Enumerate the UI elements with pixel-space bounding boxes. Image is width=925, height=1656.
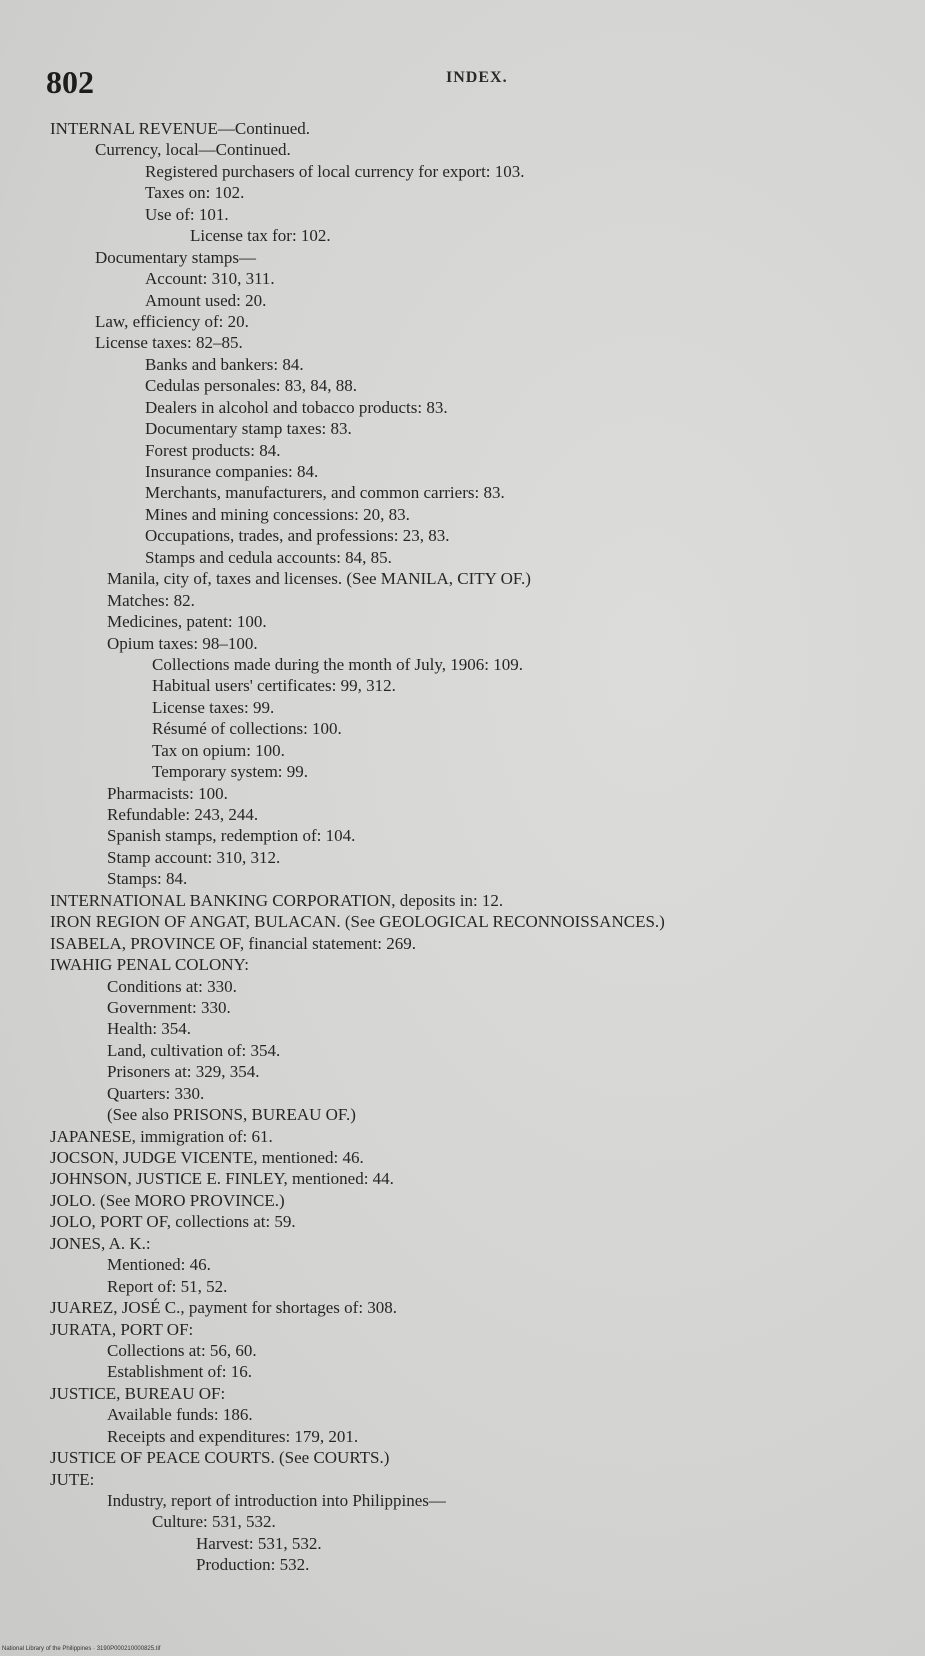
index-entry: Temporary system: 99. [152,762,309,782]
index-entry: JUSTICE OF PEACE COURTS. (See COURTS.) [50,1448,390,1468]
index-entry: Government: 330. [107,997,231,1017]
index-entry: Cedulas personales: 83, 84, 88. [145,376,357,396]
index-entry: Receipts and expenditures: 179, 201. [107,1426,359,1446]
index-entry: Forest products: 84. [145,440,281,460]
index-entry: Stamps and cedula accounts: 84, 85. [145,547,392,567]
index-entry: Quarters: 330. [107,1083,205,1103]
index-entry: Report of: 51, 52. [107,1276,228,1296]
index-entry: INTERNATIONAL BANKING CORPORATION, deposits in: 12. [50,890,504,910]
index-entry: INTERNAL REVENUE—Continued. [50,119,311,138]
index-entry: Medicines, patent: 100. [107,612,267,632]
index-entry: JUAREZ, JOSÉ C., payment for shortages of: 308. [50,1298,398,1318]
page-number: 802 [46,64,94,100]
footer-credit: National Library of the Philippines · 3190P000210000825.tif [2,1646,161,1652]
index-entry: Habitual users' certificates: 99, 312. [152,676,396,696]
index-entry: Currency, local—Continued. [95,140,291,160]
index-entry: Insurance companies: 84. [145,462,319,481]
index-entry: Production: 532. [196,1555,310,1575]
index-entry: Harvest: 531, 532. [196,1533,322,1553]
index-entry: ISABELA, PROVINCE OF, financial statement: 269. [50,933,416,953]
index-entry: Collections at: 56, 60. [107,1340,257,1360]
index-entry: JURATA, PORT OF: [50,1319,194,1339]
index-entry: JAPANESE, immigration of: 61. [50,1126,273,1146]
index-entry: JOCSON, JUDGE VICENTE, mentioned: 46. [50,1148,364,1167]
index-entry: (See also PRISONS, BUREAU OF.) [107,1105,356,1125]
index-entry: Matches: 82. [107,590,195,610]
index-entry: Mentioned: 46. [107,1255,211,1275]
index-entry: Land, cultivation of: 354. [107,1040,281,1060]
index-entry: Health: 354. [107,1019,192,1039]
index-entry: Registered purchasers of local currency for export: 103. [145,161,525,181]
index-entry: License taxes: 99. [152,697,275,717]
index-entry: Manila, city of, taxes and licenses. (See MANILA, CITY OF.) [107,569,531,589]
index-entry: JOHNSON, JUSTICE E. FINLEY, mentioned: 44. [50,1169,394,1189]
index-entry: Occupations, trades, and professions: 23, 83. [145,526,450,546]
index-entry: Pharmacists: 100. [107,783,228,803]
index-entry: JOLO, PORT OF, collections at: 59. [50,1212,296,1232]
index-entry: JONES, A. K.: [50,1233,151,1253]
index-entry: Establishment of: 16. [107,1362,252,1382]
index-entry: Opium taxes: 98–100. [107,633,258,653]
index-entry: Prisoners at: 329, 354. [107,1062,260,1082]
running-head: INDEX. [446,69,508,86]
index-entry: Banks and bankers: 84. [145,354,304,374]
index-entry: Mines and mining concessions: 20, 83. [145,504,410,524]
index-entry: IWAHIG PENAL COLONY: [50,955,249,975]
index-entry: Culture: 531, 532. [152,1512,276,1532]
index-entry: Refundable: 243, 244. [107,805,259,824]
index-entry: Available funds: 186. [107,1405,253,1425]
index-entry: Industry, report of introduction into Philippines— [107,1491,446,1510]
index-entry: Taxes on: 102. [145,183,245,203]
index-entry: JUTE: [50,1469,95,1489]
index-entry: Stamps: 84. [107,869,188,889]
index-entry: Use of: 101. [145,204,229,224]
index-entry: Amount used: 20. [145,290,267,310]
index-entry: Documentary stamp taxes: 83. [145,419,352,439]
index-entry: Résumé of collections: 100. [152,719,342,739]
index-entry: Spanish stamps, redemption of: 104. [107,826,356,846]
index-entry: Documentary stamps— [95,247,256,267]
index-entry: Conditions at: 330. [107,976,237,996]
index-entry: Law, efficiency of: 20. [95,311,249,331]
index-entry: IRON REGION OF ANGAT, BULACAN. (See GEOLOGICAL RECONNOISSANCES.) [50,912,665,932]
index-entry: License taxes: 82–85. [95,333,243,353]
index-entries [0,118,925,1576]
index-entry: Tax on opium: 100. [152,740,285,760]
index-entry: Merchants, manufacturers, and common carriers: 83. [145,483,505,503]
index-entry: JOLO. (See MORO PROVINCE.) [50,1190,285,1210]
index-entry: Stamp account: 310, 312. [107,847,281,867]
index-entry: JUSTICE, BUREAU OF: [50,1383,226,1403]
index-entry: Collections made during the month of July, 1906: 109. [152,654,523,674]
index-entry: Account: 310, 311. [145,269,275,289]
index-entry: Dealers in alcohol and tobacco products: 83. [145,397,448,417]
index-entry: License tax for: 102. [190,226,331,246]
